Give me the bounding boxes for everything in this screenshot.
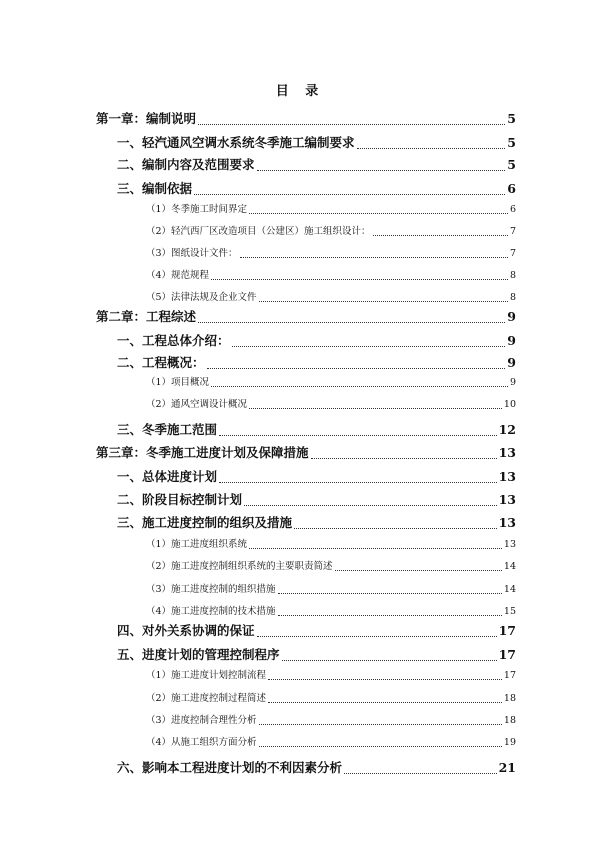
toc-subsection-entry[interactable]	[96, 203, 516, 217]
toc-dot-leader	[335, 570, 502, 571]
toc-entry-label: （3）进度控制合理性分析	[146, 715, 257, 726]
toc-subsection-entry[interactable]	[96, 560, 516, 574]
toc-dot-leader	[257, 636, 497, 637]
toc-dot-leader	[232, 346, 506, 347]
toc-entry-label: 二、编制内容及范围要求	[117, 157, 255, 172]
toc-page-number: 9	[509, 377, 516, 388]
toc-page-number: 13	[498, 515, 516, 530]
toc-page-number: 13	[498, 492, 516, 507]
toc-entry-label: 三、编制依据	[117, 181, 193, 196]
toc-entry-label: 四、对外关系协调的保证	[117, 623, 255, 638]
toc-section-entry[interactable]	[96, 332, 516, 350]
toc-page-number: 17	[498, 647, 516, 662]
toc-section-entry[interactable]	[96, 468, 516, 486]
toc-entry-label: （1）施工进度组织系统	[146, 539, 248, 550]
toc-subsection-entry[interactable]	[96, 247, 516, 261]
toc-page-number: 18	[503, 693, 516, 704]
toc-dot-leader	[259, 724, 502, 725]
toc-dot-leader	[259, 746, 502, 747]
toc-page-number: 19	[503, 737, 516, 748]
toc-entry-label: 二、工程概况：	[117, 355, 205, 370]
toc-chapter-entry[interactable]	[96, 110, 516, 128]
toc-section-entry[interactable]	[96, 646, 516, 664]
toc-page-number: 7	[509, 226, 516, 237]
toc-page-number: 7	[509, 248, 516, 259]
toc-dot-leader	[211, 279, 508, 280]
toc-dot-leader	[244, 505, 497, 506]
toc-section-entry[interactable]	[96, 421, 516, 439]
toc-entry-label: 六、影响本工程进度计划的不利因素分析	[117, 760, 343, 775]
toc-dot-leader	[278, 593, 502, 594]
toc-dot-leader	[268, 679, 502, 680]
toc-entry-label: （4）施工进度控制的技术措施	[146, 606, 276, 617]
toc-dot-leader	[278, 615, 502, 616]
toc-dot-leader	[198, 322, 505, 323]
toc-page-number: 9	[507, 309, 516, 324]
toc-section-entry[interactable]	[96, 759, 516, 777]
toc-dot-leader	[240, 257, 508, 258]
toc-page-number: 18	[503, 715, 516, 726]
toc-title: 目 录	[275, 84, 325, 99]
toc-dot-leader	[311, 458, 497, 459]
toc-subsection-entry[interactable]	[96, 398, 516, 412]
toc-subsection-entry[interactable]	[96, 714, 516, 728]
toc-chapter-entry[interactable]	[96, 308, 516, 326]
toc-dot-leader	[194, 194, 505, 195]
toc-entry-label: 二、阶段目标控制计划	[117, 492, 243, 507]
toc-subsection-entry[interactable]	[96, 692, 516, 706]
toc-page-number: 14	[503, 561, 516, 572]
toc-entry-label: （2）通风空调设计概况	[146, 399, 248, 410]
toc-entry-label: 一、总体进度计划	[117, 469, 218, 484]
toc-dot-leader	[344, 773, 497, 774]
toc-subsection-entry[interactable]	[96, 538, 516, 552]
toc-page-number: 17	[503, 670, 516, 681]
toc-dot-leader	[198, 124, 505, 125]
toc-subsection-entry[interactable]	[96, 605, 516, 619]
toc-page-number: 5	[507, 111, 516, 126]
toc-entry-label: （4）从施工组织方面分析	[146, 737, 257, 748]
toc-page-number: 5	[507, 157, 516, 172]
toc-subsection-entry[interactable]	[96, 583, 516, 597]
toc-page-number: 6	[507, 181, 516, 196]
toc-entry-label: 第二章：工程综述	[96, 309, 197, 324]
toc-dot-leader	[282, 660, 497, 661]
toc-page-number: 14	[503, 584, 516, 595]
toc-dot-leader	[357, 148, 506, 149]
toc-entry-label: 第三章：冬季施工进度计划及保障措施	[96, 445, 309, 460]
toc-subsection-entry[interactable]	[96, 669, 516, 683]
toc-page-number: 13	[498, 445, 516, 460]
toc-page-number: 15	[503, 606, 516, 617]
toc-page-number: 9	[507, 333, 516, 348]
toc-subsection-entry[interactable]	[96, 736, 516, 750]
toc-entry-label: （4）规范规程	[146, 270, 210, 281]
toc-dot-leader	[268, 702, 502, 703]
toc-section-entry[interactable]	[96, 622, 516, 640]
toc-page-number: 13	[498, 469, 516, 484]
toc-section-entry[interactable]	[96, 354, 516, 372]
toc-entry-label: 一、轻汽通风空调水系统冬季施工编制要求	[117, 135, 355, 150]
toc-entry-label: （2）施工进度控制组织系统的主要职责简述	[146, 561, 333, 572]
toc-dot-leader	[219, 482, 497, 483]
toc-entry-label: 三、冬季施工范围	[117, 422, 218, 437]
toc-entry-label: 第一章：编制说明	[96, 111, 197, 126]
toc-page-number: 17	[498, 623, 516, 638]
toc-section-entry[interactable]	[96, 156, 516, 174]
toc-subsection-entry[interactable]	[96, 225, 516, 239]
toc-page-number: 5	[507, 135, 516, 150]
toc-entry-label: （1）施工进度计划控制流程	[146, 670, 267, 681]
toc-page-number: 6	[509, 204, 516, 215]
toc-subsection-entry[interactable]	[96, 376, 516, 390]
toc-dot-leader	[219, 435, 497, 436]
toc-subsection-entry[interactable]	[96, 291, 516, 305]
toc-subsection-entry[interactable]	[96, 269, 516, 283]
toc-page-number: 21	[498, 760, 516, 775]
toc-page-number: 8	[509, 270, 516, 281]
toc-dot-leader	[259, 301, 508, 302]
toc-entry-label: （1）项目概况	[146, 377, 210, 388]
toc-dot-leader	[211, 386, 508, 387]
toc-entry-label: 三、施工进度控制的组织及措施	[117, 515, 293, 530]
toc-dot-leader	[257, 170, 506, 171]
toc-section-entry[interactable]	[96, 180, 516, 198]
toc-dot-leader	[249, 213, 508, 214]
toc-dot-leader	[249, 408, 502, 409]
toc-entry-label: （2）施工进度控制过程简述	[146, 693, 267, 704]
toc-entry-label: （3）施工进度控制的组织措施	[146, 584, 276, 595]
toc-dot-leader	[249, 548, 502, 549]
toc-entry-label: （3）图纸设计文件：	[146, 248, 238, 259]
toc-page-number: 13	[503, 539, 516, 550]
toc-entry-label: （1）冬季施工时间界定	[146, 204, 248, 215]
toc-entry-label: （2）轻汽西厂区改造项目（公建区）施工组织设计：	[146, 226, 371, 237]
toc-section-entry[interactable]	[96, 134, 516, 152]
toc-dot-leader	[294, 528, 497, 529]
toc-page-number: 12	[498, 422, 516, 437]
toc-dot-leader	[373, 235, 508, 236]
toc-entry-label: （5）法律法规及企业文件	[146, 292, 257, 303]
toc-entry-label: 五、进度计划的管理控制程序	[117, 647, 280, 662]
toc-section-entry[interactable]	[96, 491, 516, 509]
toc-section-entry[interactable]	[96, 514, 516, 532]
toc-dot-leader	[207, 368, 506, 369]
toc-page-number: 10	[503, 399, 516, 410]
toc-entry-label: 一、工程总体介绍：	[117, 333, 230, 348]
toc-chapter-entry[interactable]	[96, 444, 516, 462]
toc-page-number: 8	[509, 292, 516, 303]
toc-page-number: 9	[507, 355, 516, 370]
